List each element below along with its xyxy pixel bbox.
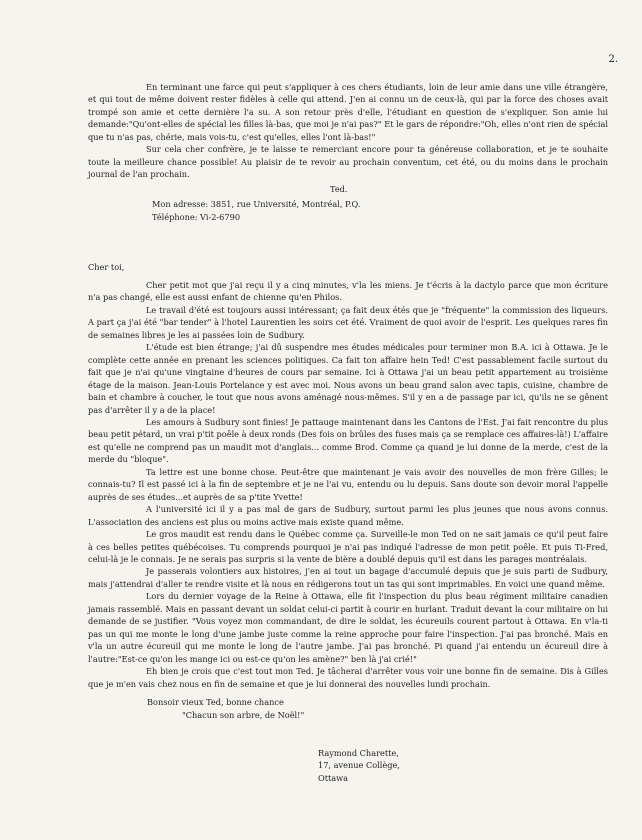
address-line: Mon adresse: 3851, rue Université, Montréal, P.Q. — [152, 199, 361, 209]
intro-paragraph: Sur cela cher confrère, je te laisse te remerciant encore pour ta généreuse collaboration, et je te souhaite toute la meilleure chance possible! Au plaisir de te revoir au prochain conventum, cet été, ou du moins dans le prochain journal de l'an prochain. — [88, 144, 608, 180]
letter-greeting: Cher toi, — [88, 262, 125, 272]
sender-street: 17, avenue Collège, — [318, 760, 400, 771]
letter-paragraph: Eh bien je crois que c'est tout mon Ted. Je tâcherai d'arrêter vous voir une bonne fin de semaine. Dis à Gilles que je m'en vais chez nous en fin de semaine et que je lui donnerai des nouvelles lundi prochain. — [88, 666, 608, 689]
letter-paragraph: Le travail d'été est toujours aussi intéressant; ça fait deux étés que je "fréquente" la commission des liqueurs. A part ça j'ai été "bar tender" à l'hotel Laurentien les soirs cet été. Vraiment de quoi avoir de l'esprit. Les quelques rares fin de semaines libres je les ai passées loin de Sudbury. — [88, 304, 608, 340]
farewell-line: Bonsoir vieux Ted, bonne chance — [147, 697, 284, 707]
letter-paragraph: Cher petit mot que j'ai reçu il y a cinq minutes, v'la les miens. Je t'écris à la dactylo parce que mon écriture n'a pas changé, elle est aussi enfant de chienne qu'en Philos. — [88, 280, 608, 303]
letter-paragraph: A l'université ici il y a pas mal de gars de Sudbury, surtout parmi les plus jeunes que nous avons connus. L'association des anciens est plus ou moins active mais existe quand même. — [88, 504, 608, 527]
letter-paragraph: Le gros maudit est rendu dans le Québec comme ça. Surveille-le mon Ted on ne sait jamais ce qu'il peut faire à ces belles petites québécoises. Tu comprends pourquoi je n'ai pas indiqué l'adresse de mon petit poêle. Et puis Ti-Fred, celui-là je le connais. Je ne serais pas surpris si la vente de bière a doublé depuis qu'il est dans les parages montréalais. — [88, 529, 608, 564]
sender-block — [318, 747, 400, 784]
intro-paragraph: En terminant une farce qui peut s'appliquer à ces chers étudiants, loin de leur amie dans une ville étrangère, et qui tout de même doivent rester fidèles à celle qui attend. J'en ai connu un de ceux-là, qui par la force des choses avait trompé son amie et cette dernière l'a su. A son retour près d'elle, l'étudiant en question de s'expliquer. Son amie lui demande:"Qu'ont-elles de spécial les filles là-bas, que moi je n'ai pas?" Et le gars de répondre:"Oh, elles n'ont rien de spécial que tu n'as pas, chérie, mais vois-tu, c'est qu'elles, elles l'ont là-bas!" — [88, 82, 608, 142]
sender-city: Ottawa — [318, 772, 349, 783]
letter-paragraph: Les amours à Sudbury sont finies! Je pattauge maintenant dans les Cantons de l'Est. J'ai fait rencontre du plus beau petit pétard, un vrai p'tit poêle à deux ronds (Des fois on brûles des fuses mais ça se remplace ces affaires-là!) L'affaire est qu'elle ne comprend pas un maudit mot d'anglais... comme Brod. Comme ça quand je lui donne de la merde, c'est de la merde du "bloque". — [88, 416, 608, 465]
motto-line: "Chacun son arbre, de Noël!" — [182, 710, 305, 720]
phone-line: Téléphone: Vi-2-6790 — [152, 212, 241, 222]
letter-paragraph: Ta lettre est une bonne chose. Peut-être que maintenant je vais avoir des nouvelles de mon frère Gilles; le connais-tu? Il est passé ici à la fin de septembre et je ne l'ai vu, entendu ou lu depuis. Sans doute son devoir moral l'appelle auprès de ses études...et auprès de sa p'tite Yvette! — [88, 466, 608, 502]
letter-paragraph: L'étude est bien étrange; j'ai dû suspendre mes études médicales pour terminer mon B.A. ici à Ottawa. Je le complète cette année en prenant les sciences politiques. Ca fait ton affaire hein Ted! C'est passablement facile surtout du fait que je n'ai qu'une vingtaine d'heures de cours par semaine. Ici à Ottawa j'ai un beau petit appartement au troisième étage de la maison. Jean-Louis Portelance y est avec moi. Nous avons un beau grand salon avec tapis, cuisine, chambre de bain et chambre à coucher, le tout que nous avons aménagé nous-mêmes. S'il y en a de passage par ici, qu'ils ne se gênent pas d'arrêter il y a de la place! — [88, 342, 608, 415]
intro-section — [88, 81, 608, 181]
signoff-name: Ted. — [330, 184, 348, 194]
letter-body — [88, 279, 608, 690]
sender-name: Raymond Charette, — [318, 748, 399, 758]
page-number: 2. — [608, 54, 618, 65]
letter-paragraph: Je passerais volontiers aux histoires, j'en ai tout un bagage d'accumulé depuis que je suis parti de Sudbury, mais j'attendrai d'aller te rendre visite et là nous en rédigerons tout un tas qui sont imprimables. En voici une quand même. — [88, 566, 608, 589]
letter-paragraph: Lors du dernier voyage de la Reine à Ottawa, elle fit l'inspection du plus beau régiment militaire canadien jamais rassemblé. Mais en passant devant un soldat celui-ci partit à courir en hurlant. Traduit devant la cour militaire on lui demande de se justifier. "Vous voyez mon commandant, de dire le soldat, les écureuils courent partout à Ottawa. En v'la-ti pas un qui me monte le long d'une jambe juste comme la reine approche pour faire l'inspection. J'ai pas bronché. Mais en v'la un autre écureuil qui me monte le long de l'autre jambe. J'ai pas bronché. Pi quand j'ai entendu un écureuil dire à l'autre:"Est-ce qu'on les mange ici ou est-ce qu'on les amène?" ben là j'ai crié!" — [88, 591, 608, 664]
